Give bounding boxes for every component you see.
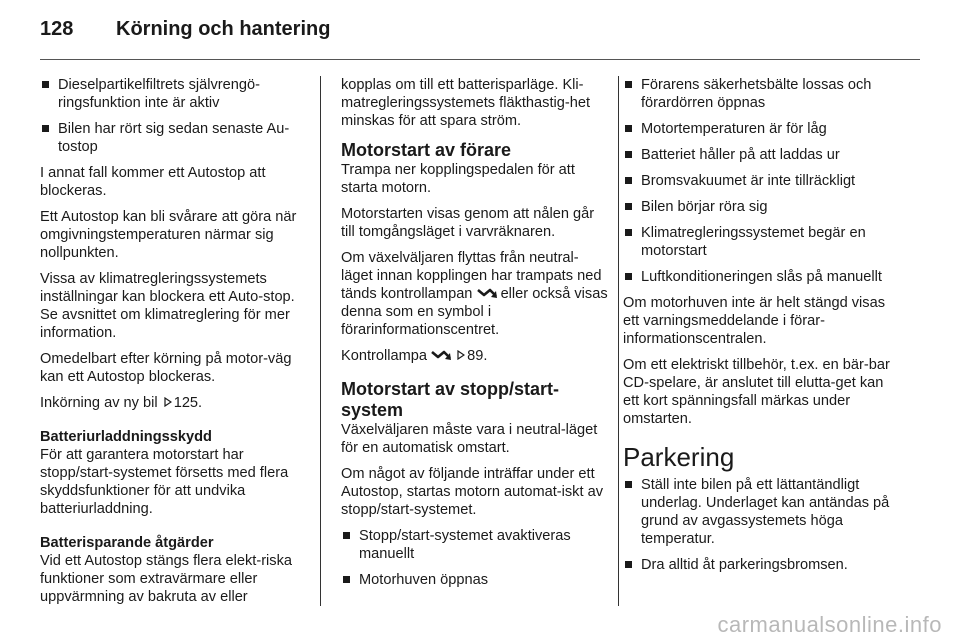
page-title: Körning och hantering [116, 18, 331, 40]
bullet-square-icon [625, 177, 632, 184]
section-heading: Batteriurladdningsskydd [40, 429, 212, 445]
list-item: Motortemperaturen är för låg [623, 120, 901, 138]
paragraph: Om motorhuven inte är helt stängd visas ett varningsmeddelande i förar-informationscentralen. [623, 295, 886, 347]
bullet-square-icon [625, 273, 632, 280]
bullet-square-icon [625, 481, 632, 488]
bullet-square-icon [343, 576, 350, 583]
bullet-square-icon [625, 203, 632, 210]
paragraph: Vissa av klimatregleringssystemets inställningar kan blockera ett Auto-stop. Se avsnittet om klimatreglering för mer information. [40, 271, 295, 341]
bullet-square-icon [625, 81, 632, 88]
list-item: Batteriet håller på att laddas ur [623, 146, 901, 164]
page-reference-link[interactable]: 89. [467, 348, 488, 364]
list-item: Dieselpartikelfiltrets självrengö-ringsfunktion inte är aktiv [40, 76, 305, 112]
paragraph: Om växelväljaren flyttas från neutral-läget innan kopplingen har trampats ned tänds kontrollampan eller också visas denna som en symbol i förarinformationscentret. [341, 250, 608, 338]
paragraph: I annat fall kommer ett Autostop att blockeras. [40, 165, 266, 199]
paragraph: kopplas om till ett batterisparläge. Kli-matregleringssystemets fläkthastig-het minskas för att spara ström. [341, 77, 591, 129]
list-item: Klimatregleringssystemet begär en motorstart [623, 224, 901, 260]
shift-indicator-icon [431, 349, 451, 361]
page-reference-triangle-icon [457, 350, 465, 360]
bullet-square-icon [625, 151, 632, 158]
paragraph: För att garantera motorstart har stopp/start-systemet försetts med flera skyddsfunktioner för att undvika batteriurladdning. [40, 447, 289, 517]
list-item: Bilen har rört sig sedan senaste Au-tostop [40, 120, 305, 156]
column-2 [341, 76, 609, 597]
list-item: Stopp/start-systemet avaktiveras manuellt [341, 527, 609, 563]
paragraph: Trampa ner kopplingspedalen för att starta motorn. [341, 162, 575, 196]
list-item: Bilen börjar röra sig [623, 198, 901, 216]
list-item: Motorhuven öppnas [341, 571, 609, 589]
page-reference-link[interactable]: 125. [173, 395, 203, 411]
watermark: carmanualsonline.info [717, 612, 942, 637]
list-item: Dra alltid åt parkeringsbromsen. [623, 556, 901, 574]
bullet-square-icon [42, 81, 49, 88]
bullet-square-icon [625, 125, 632, 132]
paragraph: Vid ett Autostop stängs flera elekt-riska funktioner som extravärmare eller uppvärmning av bakruta av eller [40, 553, 293, 605]
section-heading-large: Parkering [623, 442, 735, 472]
column-divider [618, 76, 619, 606]
column-3 [623, 76, 901, 582]
page-reference-triangle-icon [164, 397, 172, 407]
shift-indicator-icon [477, 287, 497, 299]
section-heading: Motorstart av förare [341, 140, 512, 160]
section-heading: Batterisparande åtgärder [40, 535, 214, 551]
list-item: Luftkonditioneringen slås på manuellt [623, 268, 901, 286]
paragraph: Om ett elektriskt tillbehör, t.ex. en bär-bar CD-spelare, är anslutet till elutta-get kan ett kort spänningsfall märkas under omstarten. [623, 357, 890, 427]
paragraph: Kontrollampa 89. [341, 348, 488, 364]
list-item: Bromsvakuumet är inte tillräckligt [623, 172, 901, 190]
bullet-square-icon [343, 532, 350, 539]
list-item: Förarens säkerhetsbälte lossas och förardörren öppnas [623, 76, 901, 112]
paragraph: Växelväljaren måste vara i neutral-läget för en automatisk omstart. [341, 422, 598, 456]
list-item: Ställ inte bilen på ett lättantändligt underlag. Underlaget kan antändas på grund av avgassystemets höga temperatur. [623, 476, 901, 548]
paragraph: Om något av följande inträffar under ett Autostop, startas motorn automat-iskt av stopp/start-systemet. [341, 466, 603, 518]
bullet-square-icon [42, 125, 49, 132]
paragraph: Ett Autostop kan bli svårare att göra när omgivningstemperaturen närmar sig nollpunkten. [40, 209, 297, 261]
column-divider [320, 76, 321, 606]
column-1 [40, 76, 305, 614]
bullet-square-icon [625, 229, 632, 236]
paragraph: Motorstarten visas genom att nålen går till tomgångsläget i varvräknaren. [341, 206, 595, 240]
page-number: 128 [40, 18, 74, 40]
paragraph: Inkörning av ny bil 125. [40, 395, 203, 411]
paragraph: Omedelbart efter körning på motor-väg kan ett Autostop blockeras. [40, 351, 292, 385]
section-heading: Motorstart av stopp/start-system [341, 379, 560, 420]
bullet-square-icon [625, 561, 632, 568]
header-rule [40, 59, 920, 60]
